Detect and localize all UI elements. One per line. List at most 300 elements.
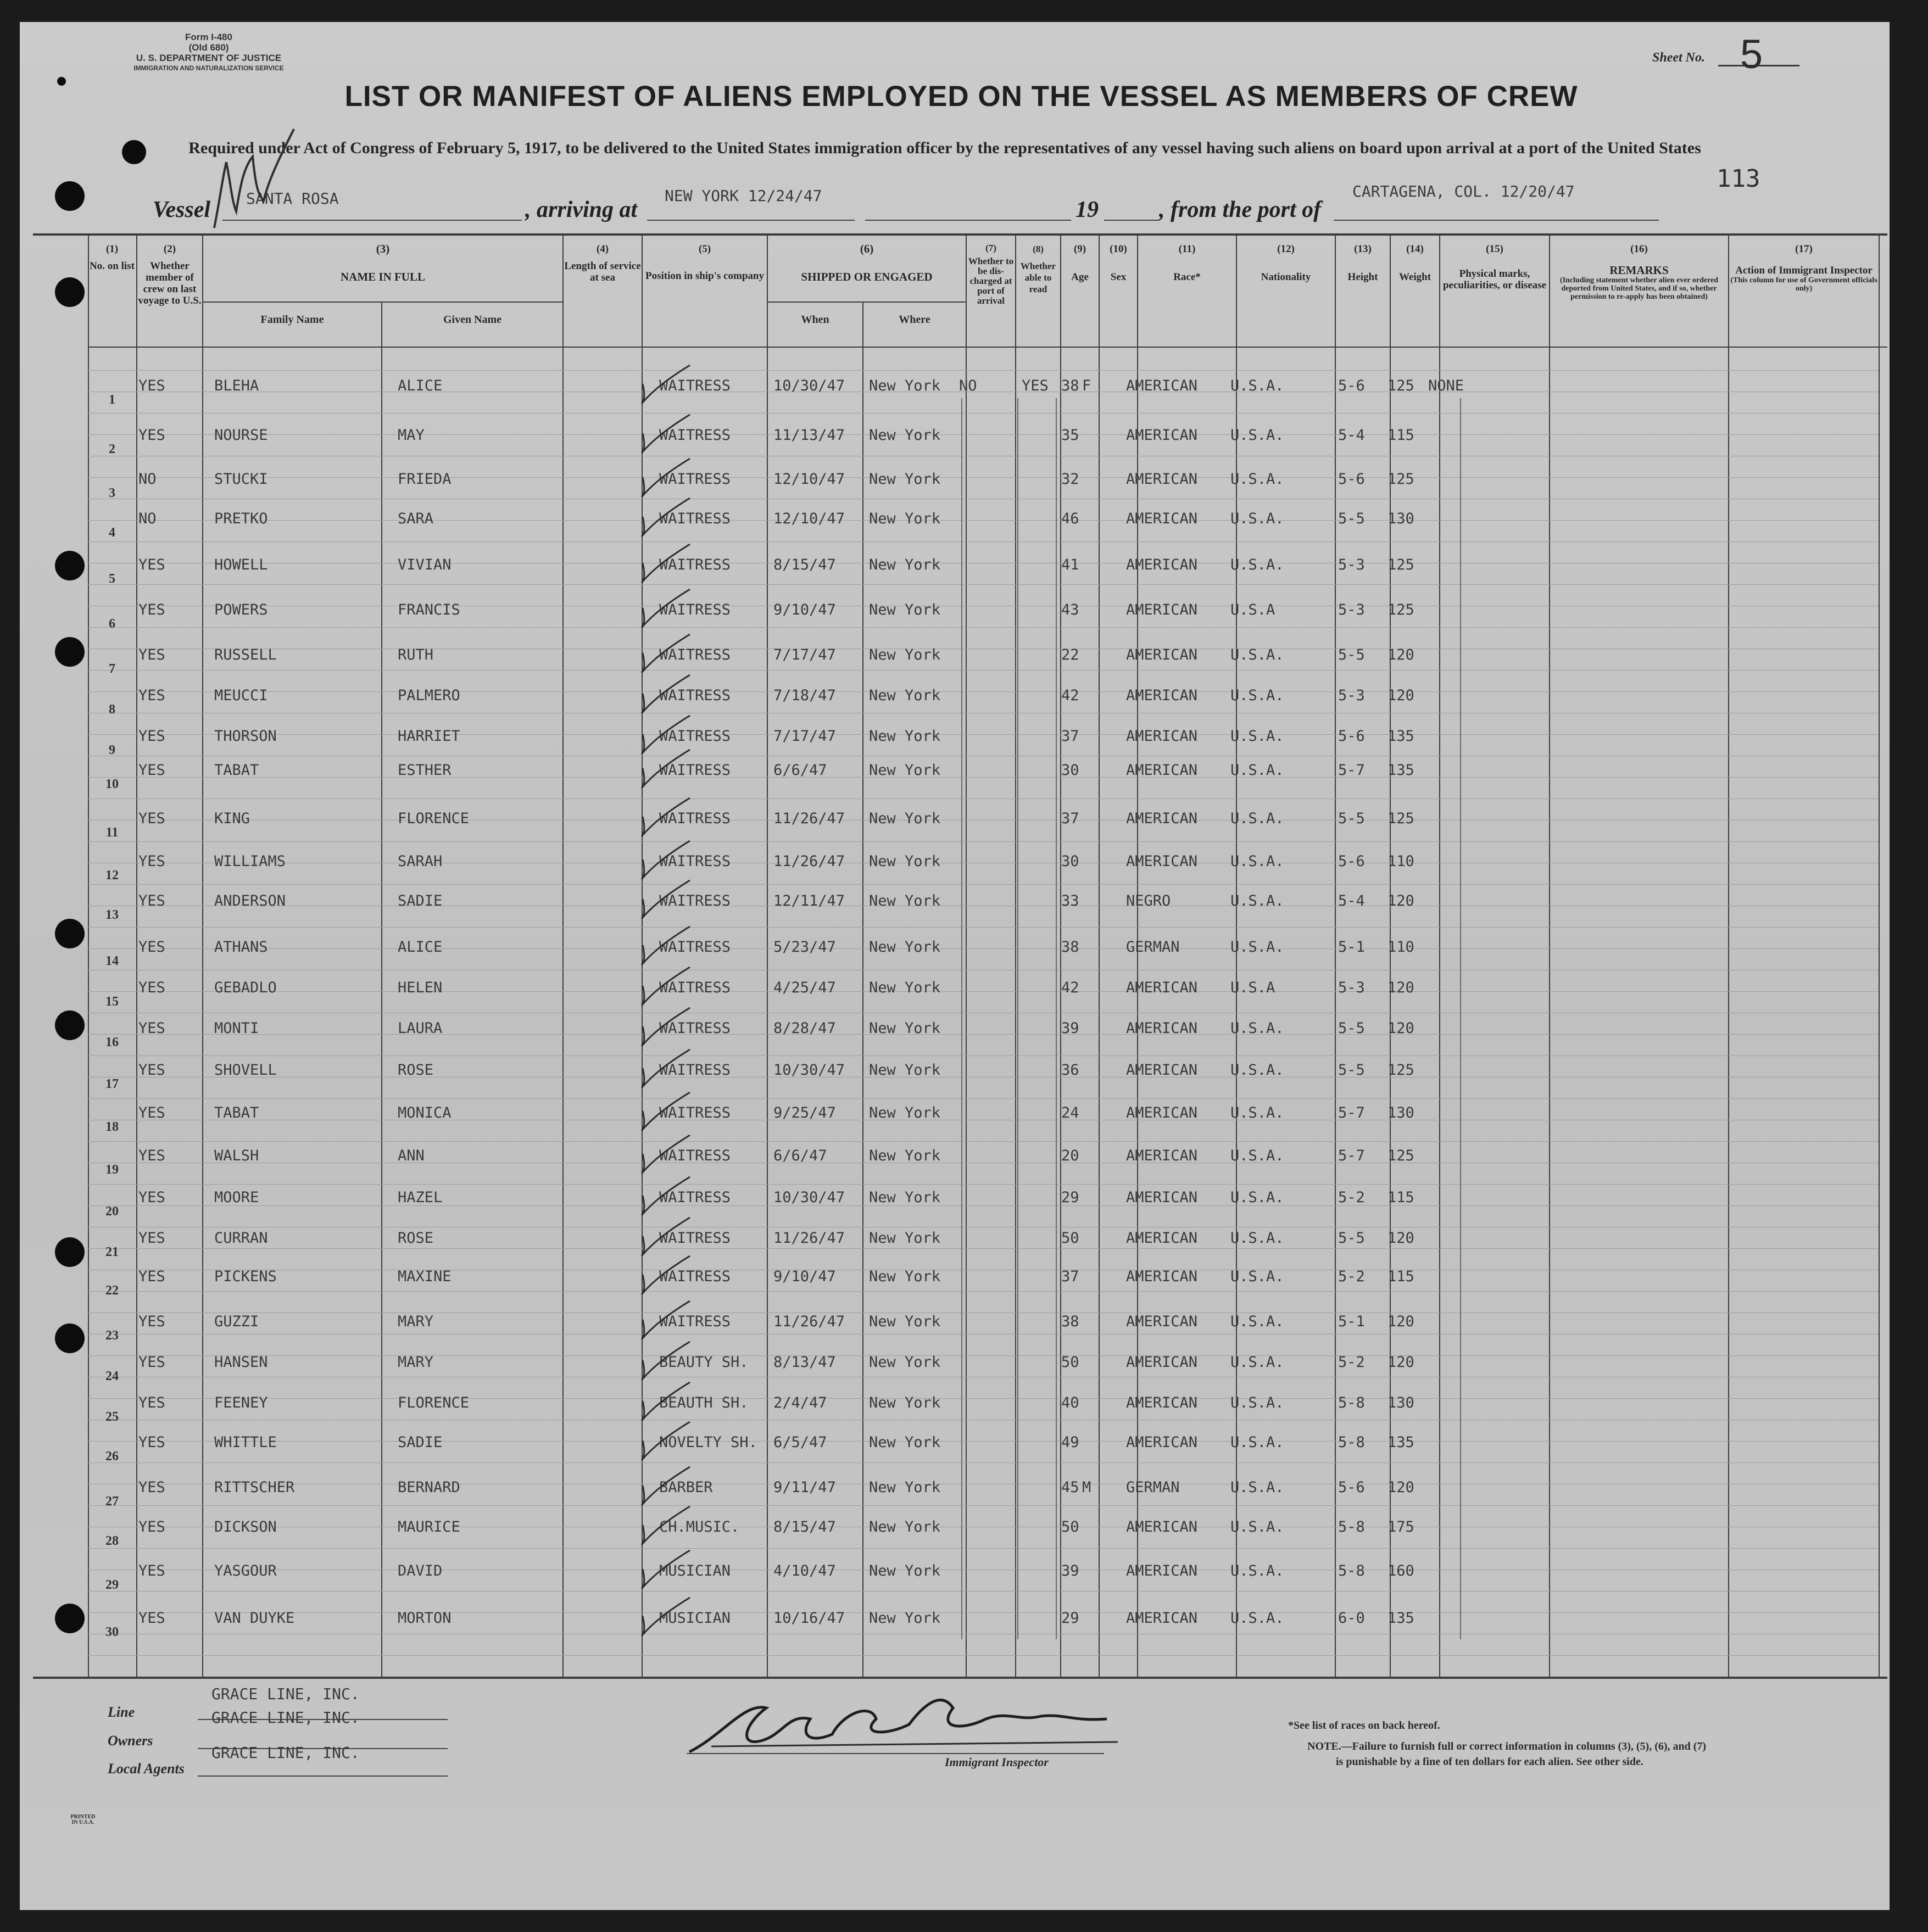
- height-cell: 5-6: [1338, 1479, 1365, 1496]
- weight-cell: 120: [1388, 1354, 1414, 1371]
- shipped-date-cell: 4/25/47: [773, 979, 836, 996]
- last-voyage-cell: YES: [138, 1189, 165, 1206]
- ruled-line: [88, 1098, 1879, 1099]
- position-cell: BARBER: [659, 1479, 713, 1496]
- shipped-port-cell: New York: [869, 1354, 941, 1371]
- row-number: 12: [105, 868, 119, 883]
- nationality-cell: U.S.A.: [1230, 687, 1284, 704]
- position-cell: WAITRESS: [659, 892, 731, 909]
- race-cell: AMERICAN: [1126, 1313, 1198, 1330]
- family-name-cell: PRETKO: [214, 510, 268, 527]
- col-header-name: (3) NAME IN FULL: [340, 242, 425, 283]
- shipped-date-cell: 6/6/47: [773, 762, 827, 779]
- race-cell: AMERICAN: [1126, 427, 1198, 444]
- position-cell: WAITRESS: [659, 471, 731, 488]
- height-cell: 5-4: [1338, 427, 1365, 444]
- family-name-cell: HOWELL: [214, 556, 268, 573]
- col-header-last-voyage: (2) Whether member of crew on last voyage to U.S.: [138, 243, 202, 306]
- given-name-cell: MORTON: [398, 1610, 452, 1627]
- family-name-cell: PICKENS: [214, 1268, 277, 1285]
- last-voyage-cell: YES: [138, 601, 165, 618]
- age-cell: 45: [1061, 1479, 1079, 1496]
- local-agents-label: Local Agents: [108, 1761, 185, 1777]
- shipped-port-cell: New York: [869, 1020, 941, 1037]
- position-cell: WAITRESS: [659, 646, 731, 663]
- weight-cell: 130: [1388, 510, 1414, 527]
- nationality-cell: U.S.A.: [1230, 1479, 1284, 1496]
- race-cell: GERMAN: [1126, 939, 1180, 956]
- sex-cell: M: [1082, 1479, 1091, 1496]
- last-voyage-cell: YES: [138, 1434, 165, 1451]
- check-mark-icon: [621, 1214, 692, 1258]
- local-agents-value: GRACE LINE, INC.: [211, 1744, 360, 1762]
- check-mark-icon: [621, 541, 692, 585]
- shipped-date-cell: 11/13/47: [773, 427, 845, 444]
- age-cell: 35: [1061, 427, 1079, 444]
- weight-cell: 130: [1388, 1394, 1414, 1411]
- shipped-port-cell: New York: [869, 601, 941, 618]
- position-cell: WAITRESS: [659, 853, 731, 870]
- height-cell: 5-7: [1338, 1104, 1365, 1121]
- col-header-age: (9) Age: [1071, 243, 1089, 283]
- discharged-cell: NO: [959, 377, 977, 394]
- shipped-port-cell: New York: [869, 510, 941, 527]
- check-mark-icon: [621, 672, 692, 716]
- weight-cell: 120: [1388, 1313, 1414, 1330]
- height-cell: 5-5: [1338, 646, 1365, 663]
- weight-cell: 125: [1388, 1062, 1414, 1079]
- age-cell: 37: [1061, 810, 1079, 827]
- row-number: 27: [105, 1494, 119, 1509]
- age-cell: 38: [1061, 939, 1079, 956]
- family-name-cell: THORSON: [214, 728, 277, 745]
- ruled-line: [88, 1505, 1879, 1506]
- penalty-note-line-2: is punishable by a fine of ten dollars for each alien. See other side.: [1336, 1756, 1643, 1768]
- col-header-nationality: (12) Nationality: [1261, 243, 1311, 283]
- position-cell: WAITRESS: [659, 1268, 731, 1285]
- shipped-date-cell: 10/30/47: [773, 1062, 845, 1079]
- owners-value: GRACE LINE, INC.: [211, 1708, 360, 1727]
- weight-cell: 135: [1388, 762, 1414, 779]
- shipped-date-cell: 2/4/47: [773, 1394, 827, 1411]
- race-cell: AMERICAN: [1126, 1268, 1198, 1285]
- race-cell: AMERICAN: [1126, 1354, 1198, 1371]
- penalty-note-line-1: NOTE.—Failure to furnish full or correct information in columns (3), (5), (6), and (7): [1307, 1740, 1707, 1752]
- height-cell: 5-6: [1338, 853, 1365, 870]
- given-name-cell: RUTH: [398, 646, 434, 663]
- last-voyage-cell: YES: [138, 556, 165, 573]
- nationality-cell: U.S.A.: [1230, 1354, 1284, 1371]
- check-mark-icon: [621, 1298, 692, 1342]
- check-mark-icon: [621, 586, 692, 630]
- given-name-cell: SADIE: [398, 1434, 443, 1451]
- family-name-cell: ATHANS: [214, 939, 268, 956]
- row-number: 20: [105, 1204, 119, 1219]
- shipped-date-cell: 7/18/47: [773, 687, 836, 704]
- shipped-port-cell: New York: [869, 1434, 941, 1451]
- col-header-family-name: Family Name: [260, 314, 324, 326]
- row-number: 17: [105, 1077, 119, 1091]
- shipped-date-cell: 11/26/47: [773, 853, 845, 870]
- race-cell: AMERICAN: [1126, 377, 1198, 394]
- check-mark-icon: [621, 964, 692, 1008]
- family-name-cell: POWERS: [214, 601, 268, 618]
- shipped-port-cell: New York: [869, 892, 941, 909]
- ruled-line: [88, 413, 1879, 414]
- height-cell: 5-6: [1338, 728, 1365, 745]
- shipped-date-cell: 7/17/47: [773, 646, 836, 663]
- given-name-cell: FRANCIS: [398, 601, 460, 618]
- inspector-label: Immigrant Inspector: [945, 1755, 1049, 1769]
- given-name-cell: MARY: [398, 1313, 434, 1330]
- arriving-label: , arriving at: [525, 197, 638, 222]
- nationality-cell: U.S.A.: [1230, 728, 1284, 745]
- age-cell: 50: [1061, 1518, 1079, 1535]
- shipped-date-cell: 12/11/47: [773, 892, 845, 909]
- weight-cell: 125: [1388, 1147, 1414, 1164]
- ruled-line: [88, 948, 1879, 949]
- race-cell: AMERICAN: [1126, 762, 1198, 779]
- shipped-port-cell: New York: [869, 1394, 941, 1411]
- weight-cell: 160: [1388, 1562, 1414, 1579]
- weight-cell: 135: [1388, 728, 1414, 745]
- check-mark-icon: [621, 1419, 692, 1462]
- shipped-port-cell: New York: [869, 1479, 941, 1496]
- ruled-line: [88, 1441, 1879, 1442]
- ruled-line: [88, 627, 1879, 628]
- shipped-port-cell: New York: [869, 762, 941, 779]
- nationality-cell: U.S.A.: [1230, 646, 1284, 663]
- nationality-cell: U.S.A.: [1230, 1313, 1284, 1330]
- last-voyage-cell: YES: [138, 427, 165, 444]
- check-mark-icon: [621, 877, 692, 921]
- weight-cell: 115: [1388, 1189, 1414, 1206]
- shipped-date-cell: 9/11/47: [773, 1479, 836, 1496]
- nationality-cell: U.S.A.: [1230, 1104, 1284, 1121]
- weight-cell: 135: [1388, 1434, 1414, 1451]
- row-number: 3: [109, 486, 115, 500]
- family-name-cell: MONTI: [214, 1020, 259, 1037]
- shipped-port-cell: New York: [869, 1062, 941, 1079]
- position-cell: WAITRESS: [659, 1020, 731, 1037]
- row-number: 21: [105, 1245, 119, 1259]
- age-cell: 30: [1061, 853, 1079, 870]
- family-name-cell: MOORE: [214, 1189, 259, 1206]
- line-value: GRACE LINE, INC.: [211, 1685, 360, 1703]
- position-cell: WAITRESS: [659, 979, 731, 996]
- stamped-number: 113: [1717, 165, 1760, 193]
- check-mark-icon: [621, 1338, 692, 1382]
- row-number: 7: [109, 662, 115, 676]
- shipped-port-cell: New York: [869, 471, 941, 488]
- position-cell: WAITRESS: [659, 1189, 731, 1206]
- height-cell: 5-2: [1338, 1354, 1365, 1371]
- shipped-date-cell: 9/25/47: [773, 1104, 836, 1121]
- row-number: 30: [105, 1625, 119, 1639]
- inspector-signature: [678, 1669, 1129, 1763]
- row-number: 18: [105, 1120, 119, 1134]
- family-name-cell: RUSSELL: [214, 646, 277, 663]
- nationality-cell: U.S.A.: [1230, 1020, 1284, 1037]
- given-name-cell: HARRIET: [398, 728, 460, 745]
- line-label: Line: [108, 1704, 135, 1720]
- race-cell: AMERICAN: [1126, 1020, 1198, 1037]
- given-name-cell: SARAH: [398, 853, 443, 870]
- given-name-cell: LAURA: [398, 1020, 443, 1037]
- shipped-port-cell: New York: [869, 939, 941, 956]
- nationality-cell: U.S.A.: [1230, 471, 1284, 488]
- race-cell: AMERICAN: [1126, 601, 1198, 618]
- nationality-cell: U.S.A.: [1230, 939, 1284, 956]
- agents-fill-line: [198, 1775, 448, 1777]
- weight-cell: 120: [1388, 979, 1414, 996]
- ruled-line: [88, 1591, 1879, 1592]
- family-name-cell: KING: [214, 810, 250, 827]
- nationality-cell: U.S.A: [1230, 979, 1275, 996]
- check-mark-icon: [621, 1132, 692, 1176]
- signature-line: [687, 1753, 1104, 1754]
- family-name-cell: TABAT: [214, 1104, 259, 1121]
- shipped-port-cell: New York: [869, 377, 941, 394]
- height-cell: 5-8: [1338, 1434, 1365, 1451]
- row-number: 19: [105, 1163, 119, 1177]
- height-cell: 5-5: [1338, 1062, 1365, 1079]
- row-number: 9: [109, 743, 115, 757]
- age-cell: 40: [1061, 1394, 1079, 1411]
- age-cell: 29: [1061, 1189, 1079, 1206]
- position-cell: WAITRESS: [659, 687, 731, 704]
- check-mark-icon: [621, 411, 692, 455]
- ditto-stroke: [1017, 398, 1018, 1639]
- position-cell: WAITRESS: [659, 427, 731, 444]
- given-name-cell: DAVID: [398, 1562, 443, 1579]
- last-voyage-cell: YES: [138, 1268, 165, 1285]
- last-voyage-cell: NO: [138, 510, 157, 527]
- shipped-date-cell: 10/30/47: [773, 1189, 845, 1206]
- nationality-cell: U.S.A.: [1230, 1610, 1284, 1627]
- nationality-cell: U.S.A.: [1230, 556, 1284, 573]
- ruled-line: [88, 584, 1879, 585]
- printer-mark: PRINTED IN U.S.A.: [70, 1814, 96, 1825]
- shipped-date-cell: 7/17/47: [773, 728, 836, 745]
- last-voyage-cell: YES: [138, 939, 165, 956]
- shipped-date-cell: 10/16/47: [773, 1610, 845, 1627]
- height-cell: 5-3: [1338, 556, 1365, 573]
- col-header-given-name: Given Name: [443, 314, 502, 326]
- height-cell: 5-4: [1338, 892, 1365, 909]
- ruled-line: [88, 691, 1879, 692]
- check-mark-icon: [621, 362, 692, 406]
- shipped-port-cell: New York: [869, 556, 941, 573]
- race-cell: AMERICAN: [1126, 1610, 1198, 1627]
- check-mark-icon: [621, 923, 692, 967]
- given-name-cell: HAZEL: [398, 1189, 443, 1206]
- shipped-port-cell: New York: [869, 853, 941, 870]
- crew-table: [33, 233, 1887, 1678]
- position-cell: CH.MUSIC.: [659, 1518, 740, 1535]
- given-name-cell: PALMERO: [398, 687, 460, 704]
- last-voyage-cell: YES: [138, 1313, 165, 1330]
- row-number: 22: [105, 1283, 119, 1298]
- shipped-port-cell: New York: [869, 1518, 941, 1535]
- last-voyage-cell: YES: [138, 1562, 165, 1579]
- check-mark-icon: [621, 1464, 692, 1507]
- shipped-port-cell: New York: [869, 1230, 941, 1247]
- nationality-cell: U.S.A.: [1230, 1230, 1284, 1247]
- family-name-cell: BLEHA: [214, 377, 259, 394]
- check-mark-icon: [621, 1174, 692, 1218]
- nationality-cell: U.S.A.: [1230, 510, 1284, 527]
- family-name-cell: HANSEN: [214, 1354, 268, 1371]
- col-header-when: When: [801, 314, 829, 326]
- age-cell: 29: [1061, 1610, 1079, 1627]
- position-cell: BEAUTY SH.: [659, 1354, 749, 1371]
- row-number: 6: [109, 617, 115, 631]
- weight-cell: 115: [1388, 1268, 1414, 1285]
- race-cell: AMERICAN: [1126, 1434, 1198, 1451]
- service-name: IMMIGRATION AND NATURALIZATION SERVICE: [133, 64, 284, 72]
- given-name-cell: FRIEDA: [398, 471, 452, 488]
- check-mark-icon: [621, 455, 692, 499]
- row-number: 2: [109, 442, 115, 456]
- height-cell: 5-7: [1338, 1147, 1365, 1164]
- from-port-label: , from the port of: [1159, 197, 1322, 222]
- age-cell: 20: [1061, 1147, 1079, 1164]
- row-number: 8: [109, 702, 115, 717]
- age-cell: 38: [1061, 377, 1079, 394]
- family-name-cell: GUZZI: [214, 1313, 259, 1330]
- vessel-label: Vessel: [153, 197, 210, 222]
- check-mark-icon: [621, 1503, 692, 1547]
- height-cell: 5-5: [1338, 510, 1365, 527]
- position-cell: WAITRESS: [659, 377, 731, 394]
- row-number: 13: [105, 908, 119, 922]
- nationality-cell: U.S.A.: [1230, 1147, 1284, 1164]
- arriving-fill-line: [647, 220, 855, 221]
- age-cell: 42: [1061, 979, 1079, 996]
- nationality-cell: U.S.A.: [1230, 762, 1284, 779]
- last-voyage-cell: YES: [138, 646, 165, 663]
- weight-cell: 130: [1388, 1104, 1414, 1121]
- row-number: 25: [105, 1410, 119, 1424]
- position-cell: WAITRESS: [659, 556, 731, 573]
- age-cell: 41: [1061, 556, 1079, 573]
- position-cell: WAITRESS: [659, 762, 731, 779]
- last-voyage-cell: YES: [138, 1104, 165, 1121]
- weight-cell: 120: [1388, 1230, 1414, 1247]
- ruled-line: [88, 927, 1879, 928]
- col-header-no: (1) No. on list: [90, 243, 135, 272]
- age-cell: 42: [1061, 687, 1079, 704]
- last-voyage-cell: YES: [138, 1479, 165, 1496]
- position-cell: WAITRESS: [659, 601, 731, 618]
- age-cell: 24: [1061, 1104, 1079, 1121]
- weight-cell: 120: [1388, 687, 1414, 704]
- race-cell: NEGRO: [1126, 892, 1171, 909]
- weight-cell: 175: [1388, 1518, 1414, 1535]
- given-name-cell: MAXINE: [398, 1268, 452, 1285]
- ditto-stroke: [1056, 398, 1057, 1639]
- position-cell: BEAUTH SH.: [659, 1394, 749, 1411]
- check-mark-icon: [621, 1004, 692, 1048]
- age-cell: 33: [1061, 892, 1079, 909]
- given-name-cell: FLORENCE: [398, 1394, 470, 1411]
- weight-cell: 120: [1388, 1020, 1414, 1037]
- family-name-cell: RITTSCHER: [214, 1479, 295, 1496]
- last-voyage-cell: YES: [138, 892, 165, 909]
- weight-cell: 110: [1388, 939, 1414, 956]
- position-cell: MUSICIAN: [659, 1610, 731, 1627]
- arriving-port: NEW YORK 12/24/47: [665, 187, 822, 205]
- check-mark-icon: [621, 837, 692, 881]
- weight-cell: 125: [1388, 810, 1414, 827]
- weight-cell: 120: [1388, 646, 1414, 663]
- weight-cell: 125: [1388, 556, 1414, 573]
- ruled-line: [88, 1462, 1879, 1463]
- position-cell: WAITRESS: [659, 1147, 731, 1164]
- from-port: CARTAGENA, COL. 12/20/47: [1352, 182, 1575, 200]
- nationality-cell: U.S.A.: [1230, 1062, 1284, 1079]
- ruled-line: [88, 541, 1879, 542]
- ruled-line: [88, 991, 1879, 992]
- ruled-line: [88, 370, 1879, 371]
- family-name-cell: NOURSE: [214, 427, 268, 444]
- form-identifier: [66, 32, 352, 74]
- last-voyage-cell: YES: [138, 1610, 165, 1627]
- nationality-cell: U.S.A.: [1230, 1518, 1284, 1535]
- family-name-cell: VAN DUYKE: [214, 1610, 295, 1627]
- last-voyage-cell: YES: [138, 1394, 165, 1411]
- race-cell: AMERICAN: [1126, 810, 1198, 827]
- age-cell: 22: [1061, 646, 1079, 663]
- last-voyage-cell: YES: [138, 762, 165, 779]
- position-cell: WAITRESS: [659, 810, 731, 827]
- shipped-port-cell: New York: [869, 646, 941, 663]
- weight-cell: 110: [1388, 853, 1414, 870]
- shipped-port-cell: New York: [869, 1189, 941, 1206]
- height-cell: 6-0: [1338, 1610, 1365, 1627]
- punch-hole: [55, 181, 85, 211]
- given-name-cell: BERNARD: [398, 1479, 460, 1496]
- race-cell: AMERICAN: [1126, 687, 1198, 704]
- ruled-line: [88, 1291, 1879, 1292]
- page-title: LIST OR MANIFEST OF ALIENS EMPLOYED ON THE VESSEL AS MEMBERS OF CREW: [344, 80, 1578, 113]
- last-voyage-cell: YES: [138, 979, 165, 996]
- given-name-cell: MARY: [398, 1354, 434, 1371]
- given-name-cell: SARA: [398, 510, 434, 527]
- department-name: U. S. DEPARTMENT OF JUSTICE: [136, 53, 282, 63]
- punch-hole: [122, 140, 146, 164]
- height-cell: 5-2: [1338, 1189, 1365, 1206]
- height-cell: 5-5: [1338, 1230, 1365, 1247]
- family-name-cell: STUCKI: [214, 471, 268, 488]
- sheet-number: 5: [1740, 31, 1763, 77]
- last-voyage-cell: YES: [138, 728, 165, 745]
- shipped-date-cell: 12/10/47: [773, 510, 845, 527]
- handwritten-mark: [198, 118, 308, 231]
- age-cell: 50: [1061, 1230, 1079, 1247]
- ruled-line: [88, 884, 1879, 885]
- shipped-port-cell: New York: [869, 979, 941, 996]
- shipped-port-cell: New York: [869, 687, 941, 704]
- shipped-port-cell: New York: [869, 728, 941, 745]
- year-label: 19: [1076, 197, 1099, 222]
- shipped-port-cell: New York: [869, 1104, 941, 1121]
- position-cell: NOVELTY SH.: [659, 1434, 757, 1451]
- given-name-cell: ANN: [398, 1147, 425, 1164]
- ruled-line: [88, 1355, 1879, 1356]
- shipped-port-cell: New York: [869, 810, 941, 827]
